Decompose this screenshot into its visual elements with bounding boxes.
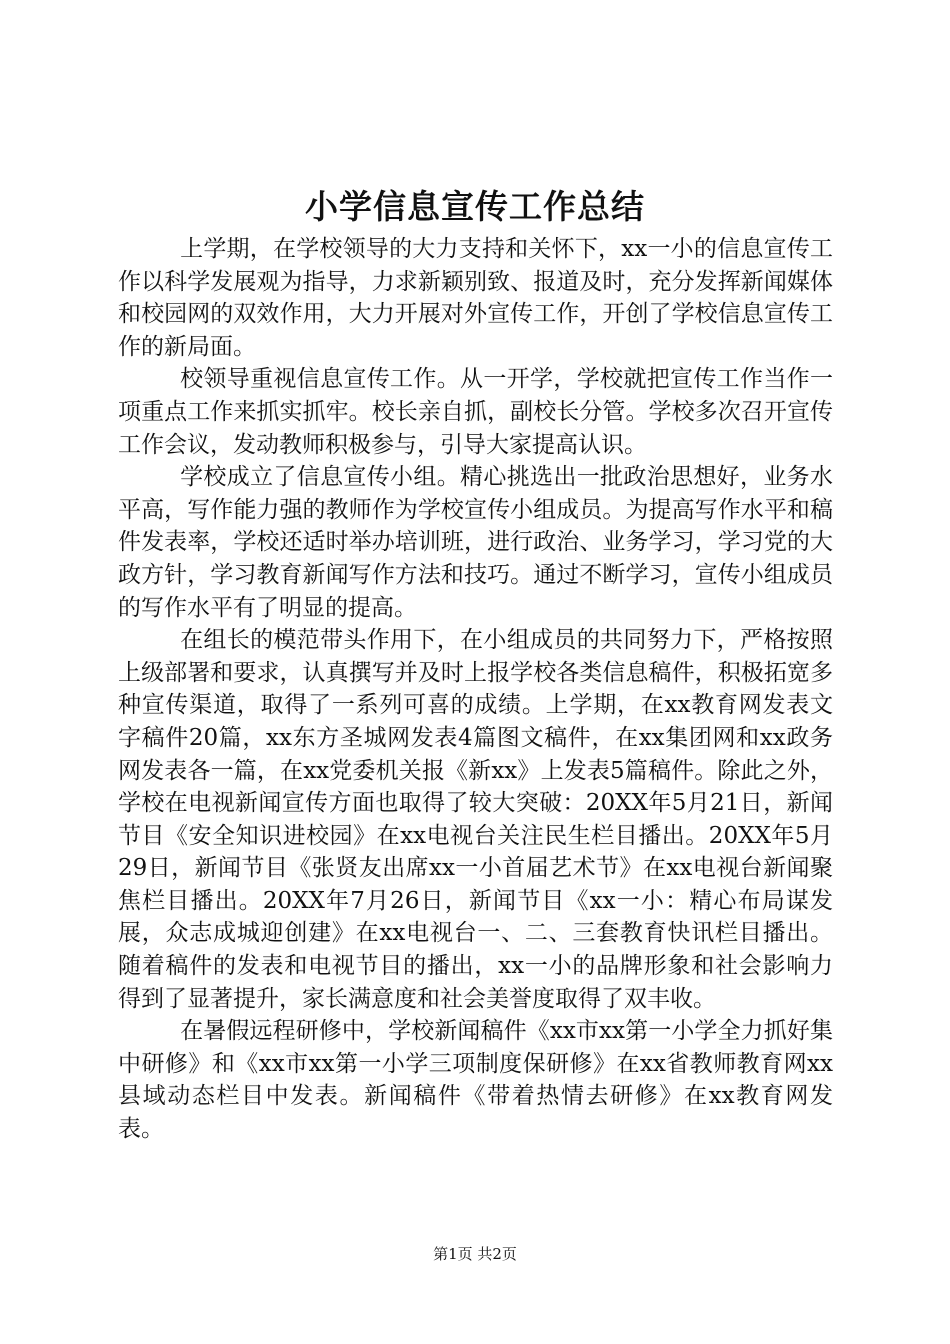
paragraph: 在组长的模范带头作用下，在小组成员的共同努力下，严格按照上级部署和要求，认真撰写并及时上报学校各类信息稿件，积极拓宽多种宣传渠道，取得了一系列可喜的成绩。上学期，在xx教育网发表文字稿件20篇，xx东方圣城网发表4篇图文稿件，在xx集团网和xx政务网发表各一篇，在xx党委机关报《新xx》上发表5篇稿件。除此之外，学校在电视新闻宣传方面也取得了较大突破：20XX年5月21日，新闻节目《安全知识进校园》在xx电视台关注民生栏目播出。20XX年5月29日，新闻节目《张贤友出席xx一小首届艺术节》在xx电视台新闻聚焦栏目播出。20XX年7月26日，新闻节目《xx一小：精心布局谋发展，众志成城迎创建》在xx电视台一、二、三套教育快讯栏目播出。随着稿件的发表和电视节目的播出，xx一小的品牌形象和社会影响力得到了显著提升，家长满意度和社会美誉度取得了双丰收。 (118, 627, 833, 1012)
paragraph: 学校成立了信息宣传小组。精心挑选出一批政治思想好，业务水平高，写作能力强的教师作为学校宣传小组成员。为提高写作水平和稿件发表率，学校还适时举办培训班，进行政治、业务学习，学习党的大政方针，学习教育新闻写作方法和技巧。通过不断学习，宣传小组成员的写作水平有了明显的提高。 (118, 464, 833, 621)
document-title: 小学信息宣传工作总结 (305, 187, 645, 226)
paragraph: 上学期，在学校领导的大力支持和关怀下，xx一小的信息宣传工作以科学发展观为指导，力求新颖别致、报道及时，充分发挥新闻媒体和校园网的双效作用，大力开展对外宣传工作，开创了学校信息宣传工作的新局面。 (118, 236, 833, 360)
page-footer: 第1页 共2页 (433, 1245, 517, 1263)
document-body (118, 233, 833, 1146)
paragraph: 在暑假远程研修中，学校新闻稿件《xx市xx第一小学全力抓好集中研修》和《xx市xx第一小学三项制度保研修》在xx省教师教育网xx县域动态栏目中发表。新闻稿件《带着热情去研修》在xx教育网发表。 (118, 1018, 833, 1143)
paragraph: 校领导重视信息宣传工作。从一开学，学校就把宣传工作当作一项重点工作来抓实抓牢。校长亲自抓，副校长分管。学校多次召开宣传工作会议，发动教师积极参与，引导大家提高认识。 (118, 366, 833, 458)
